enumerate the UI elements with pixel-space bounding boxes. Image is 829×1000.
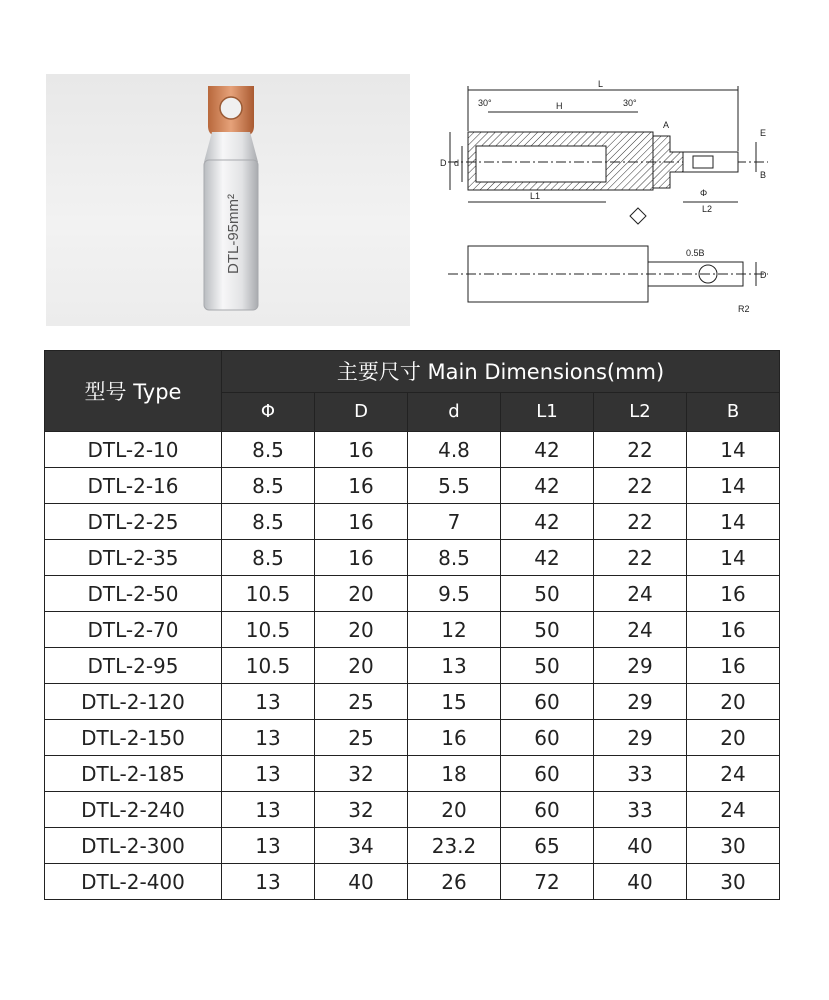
value-cell: 26 <box>408 864 501 900</box>
value-cell: 50 <box>501 648 594 684</box>
value-cell: 18 <box>408 756 501 792</box>
type-cell: DTL-2-240 <box>45 792 222 828</box>
value-cell: 20 <box>315 612 408 648</box>
value-cell: 20 <box>315 648 408 684</box>
value-cell: 13 <box>222 756 315 792</box>
value-cell: 50 <box>501 576 594 612</box>
table-row <box>45 432 780 468</box>
value-cell: 13 <box>222 828 315 864</box>
value-cell: 8.5 <box>222 432 315 468</box>
type-cell: DTL-2-150 <box>45 720 222 756</box>
label-D: D <box>440 158 447 168</box>
label-L: L <box>598 79 604 89</box>
table-row <box>45 468 780 504</box>
type-cell: DTL-2-50 <box>45 576 222 612</box>
col-header-d: d <box>408 392 501 432</box>
value-cell: 22 <box>594 504 687 540</box>
value-cell: 24 <box>687 756 780 792</box>
label-phi: Φ <box>700 188 708 198</box>
aluminium-neck <box>204 132 258 162</box>
value-cell: 16 <box>408 720 501 756</box>
type-column-header: 型号 Type <box>45 351 222 432</box>
label-A: A <box>663 120 670 130</box>
value-cell: 32 <box>315 756 408 792</box>
label-d: d <box>454 158 460 168</box>
value-cell: 40 <box>594 828 687 864</box>
value-cell: 42 <box>501 432 594 468</box>
product-photo <box>46 74 410 326</box>
value-cell: 9.5 <box>408 576 501 612</box>
value-cell: 65 <box>501 828 594 864</box>
value-cell: 30 <box>687 828 780 864</box>
value-cell: 23.2 <box>408 828 501 864</box>
value-cell: 8.5 <box>222 540 315 576</box>
value-cell: 14 <box>687 540 780 576</box>
section-marker <box>630 208 646 224</box>
value-cell: 25 <box>315 684 408 720</box>
tab-outline <box>683 152 738 172</box>
label-R: R2 <box>738 304 750 314</box>
type-cell: DTL-2-95 <box>45 648 222 684</box>
value-cell: 24 <box>687 792 780 828</box>
value-cell: 10.5 <box>222 648 315 684</box>
dimension-table <box>44 350 780 900</box>
value-cell: 16 <box>687 648 780 684</box>
cable-lug-illustration <box>46 74 410 326</box>
table-row <box>45 864 780 900</box>
value-cell: 16 <box>315 468 408 504</box>
value-cell: 13 <box>222 684 315 720</box>
type-cell: DTL-2-70 <box>45 612 222 648</box>
value-cell: 60 <box>501 720 594 756</box>
type-cell: DTL-2-300 <box>45 828 222 864</box>
col-header-D: D <box>315 392 408 432</box>
label-L1: L1 <box>530 191 541 201</box>
value-cell: 40 <box>315 864 408 900</box>
label-L2: L2 <box>702 204 713 214</box>
value-cell: 14 <box>687 504 780 540</box>
value-cell: 16 <box>315 540 408 576</box>
label-B: B <box>760 170 767 180</box>
value-cell: 29 <box>594 720 687 756</box>
type-cell: DTL-2-25 <box>45 504 222 540</box>
value-cell: 24 <box>594 612 687 648</box>
barrel-stamp: DTL-95mm² <box>225 193 242 274</box>
table-row <box>45 720 780 756</box>
value-cell: 60 <box>501 792 594 828</box>
label-angle-1: 30° <box>478 98 492 108</box>
value-cell: 16 <box>315 432 408 468</box>
value-cell: 60 <box>501 756 594 792</box>
value-cell: 72 <box>501 864 594 900</box>
value-cell: 29 <box>594 648 687 684</box>
value-cell: 20 <box>315 576 408 612</box>
type-cell: DTL-2-185 <box>45 756 222 792</box>
table-row <box>45 540 780 576</box>
col-header-L1: L1 <box>501 392 594 432</box>
label-side-D: D <box>760 270 767 280</box>
value-cell: 4.8 <box>408 432 501 468</box>
value-cell: 13 <box>222 720 315 756</box>
value-cell: 13 <box>222 864 315 900</box>
value-cell: 33 <box>594 792 687 828</box>
value-cell: 32 <box>315 792 408 828</box>
col-header-L2: L2 <box>594 392 687 432</box>
value-cell: 7 <box>408 504 501 540</box>
value-cell: 14 <box>687 432 780 468</box>
table-row <box>45 756 780 792</box>
value-cell: 5.5 <box>408 468 501 504</box>
table-row <box>45 576 780 612</box>
type-cell: DTL-2-35 <box>45 540 222 576</box>
value-cell: 20 <box>687 684 780 720</box>
table-row <box>45 828 780 864</box>
label-offset: 0.5B <box>686 248 705 258</box>
value-cell: 8.5 <box>222 468 315 504</box>
value-cell: 16 <box>687 576 780 612</box>
value-cell: 13 <box>222 792 315 828</box>
value-cell: 40 <box>594 864 687 900</box>
value-cell: 22 <box>594 540 687 576</box>
table-row <box>45 792 780 828</box>
bore <box>476 146 606 182</box>
value-cell: 8.5 <box>222 504 315 540</box>
value-cell: 15 <box>408 684 501 720</box>
value-cell: 42 <box>501 504 594 540</box>
technical-drawing <box>438 76 778 326</box>
value-cell: 20 <box>687 720 780 756</box>
value-cell: 13 <box>408 648 501 684</box>
value-cell: 33 <box>594 756 687 792</box>
value-cell: 30 <box>687 864 780 900</box>
table-row <box>45 504 780 540</box>
value-cell: 10.5 <box>222 576 315 612</box>
value-cell: 10.5 <box>222 612 315 648</box>
table-row <box>45 648 780 684</box>
col-header-B: B <box>687 392 780 432</box>
label-H: H <box>556 101 563 111</box>
value-cell: 60 <box>501 684 594 720</box>
value-cell: 12 <box>408 612 501 648</box>
type-cell: DTL-2-10 <box>45 432 222 468</box>
value-cell: 24 <box>594 576 687 612</box>
value-cell: 22 <box>594 432 687 468</box>
value-cell: 29 <box>594 684 687 720</box>
value-cell: 34 <box>315 828 408 864</box>
value-cell: 14 <box>687 468 780 504</box>
type-cell: DTL-2-120 <box>45 684 222 720</box>
value-cell: 20 <box>408 792 501 828</box>
value-cell: 42 <box>501 468 594 504</box>
label-E: E <box>760 128 767 138</box>
table-row <box>45 612 780 648</box>
type-cell: DTL-2-16 <box>45 468 222 504</box>
main-dimensions-header: 主要尺寸 Main Dimensions(mm) <box>222 351 780 393</box>
value-cell: 16 <box>687 612 780 648</box>
bolt-hole <box>220 97 242 119</box>
value-cell: 16 <box>315 504 408 540</box>
value-cell: 22 <box>594 468 687 504</box>
value-cell: 50 <box>501 612 594 648</box>
col-header-phi: Φ <box>222 392 315 432</box>
value-cell: 42 <box>501 540 594 576</box>
label-angle-2: 30° <box>623 98 637 108</box>
table-body <box>45 432 780 900</box>
table-row <box>45 684 780 720</box>
type-cell: DTL-2-400 <box>45 864 222 900</box>
value-cell: 8.5 <box>408 540 501 576</box>
value-cell: 25 <box>315 720 408 756</box>
